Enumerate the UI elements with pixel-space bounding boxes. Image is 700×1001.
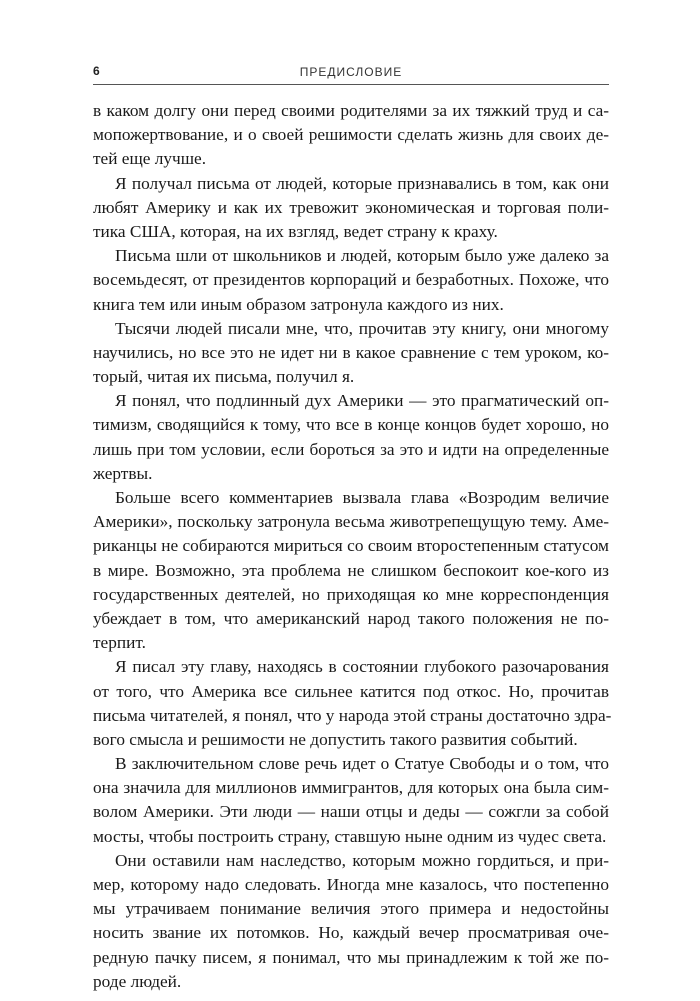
text-line: государственных деятелей, но приходящая ко мне корреспонденция (93, 584, 609, 604)
paragraph (93, 752, 609, 849)
paragraph (93, 244, 609, 317)
text-line: носить звание их потомков. Но, каждый вечер просматривая оче- (93, 923, 609, 943)
paragraph (93, 317, 609, 390)
text-line: книга тем или иным образом затронула каждого из них. (93, 294, 504, 314)
page-header (93, 62, 609, 85)
text-line: В заключительном слове речь идет о Статуе Свободы и о том, что (115, 754, 609, 774)
text-line: терпит. (93, 633, 146, 653)
text-line: Они оставили нам наследство, которым можно гордиться, и при- (115, 850, 609, 870)
text-line: письма читателей, я понял, что у народа этой страны достаточно здра- (93, 705, 612, 725)
text-line: роде людей. (93, 971, 182, 991)
text-line: Я получал письма от людей, которые признавались в том, как они (115, 173, 609, 193)
text-line: мы утрачиваем понимание величия этого примера и недостойны (93, 899, 609, 919)
text-line: лишь при том условии, если бороться за это и идти на определенные (93, 439, 609, 459)
paragraph (93, 486, 609, 655)
text-line: от того, что Америка все сильнее катится под откос. Но, прочитав (93, 681, 609, 701)
text-line: редную пачку писем, я понимал, что мы принадлежим к той же по- (93, 947, 609, 967)
text-line: убеждает в том, что американский народ такого положения не по- (93, 608, 609, 628)
text-line: тика США, которая, на их взгляд, ведет страну к краху. (93, 221, 498, 241)
text-line: любят Америку и как их тревожит экономическая и торговая поли- (93, 197, 609, 217)
text-line: Я писал эту главу, находясь в состоянии глубокого разочарования (115, 657, 609, 677)
text-line: Больше всего комментариев вызвала глава «Возродим величие (115, 488, 609, 507)
text-line: жертвы. (93, 463, 153, 483)
paragraph (93, 99, 609, 172)
text-line: волом Америки. Эти люди — наши отцы и деды — сожгли за собой (93, 802, 609, 822)
text-line: в каком долгу они перед своими родителями за их тяжкий труд и са- (93, 101, 609, 120)
text-line: научились, но все это не идет ни в какое сравнение с тем уроком, ко- (93, 342, 609, 362)
text-line: тимизм, сводящийся к тому, что все в конце концов будет хорошо, но (93, 415, 609, 435)
paragraph (93, 849, 609, 994)
text-line: риканцы не собираются мириться со своим второстепенным статусом (93, 536, 609, 556)
text-line: тей еще лучше. (93, 149, 207, 169)
text-line: торый, читая их письма, получил я. (93, 367, 355, 387)
text-line: в мире. Возможно, эта проблема не слишком беспокоит кое-кого из (93, 560, 609, 580)
text-line: Я понял, что подлинный дух Америки — это прагматический оп- (115, 391, 609, 411)
body-text (93, 99, 612, 994)
page-number: 6 (93, 64, 100, 78)
text-line: вого смысла и решимости не допустить такого развития событий. (93, 729, 578, 749)
text-line: мер, которому надо следовать. Иногда мне казалось, что постепенно (93, 875, 609, 894)
paragraph (93, 172, 609, 245)
text-line: мопожертвование, и о своей решимости сделать жизнь для своих де- (93, 125, 609, 145)
text-line: восемьдесят, от президентов корпораций и безработных. Похоже, что (93, 270, 609, 290)
text-line: она значила для миллионов иммигрантов, для которых она была сим- (93, 778, 609, 798)
text-line: Америки», поскольку затронула весьма животрепещущую тему. Аме- (93, 512, 609, 532)
paragraph (93, 389, 609, 486)
paragraph (93, 655, 612, 752)
text-line: мосты, чтобы построить страну, ставшую ныне одним из чудес света. (93, 826, 607, 846)
text-line: Тысячи людей писали мне, что, прочитав эту книгу, они многому (115, 318, 609, 338)
running-title: ПРЕДИСЛОВИЕ (299, 65, 403, 79)
text-line: Письма шли от школьников и людей, которым было уже далеко за (115, 246, 609, 266)
